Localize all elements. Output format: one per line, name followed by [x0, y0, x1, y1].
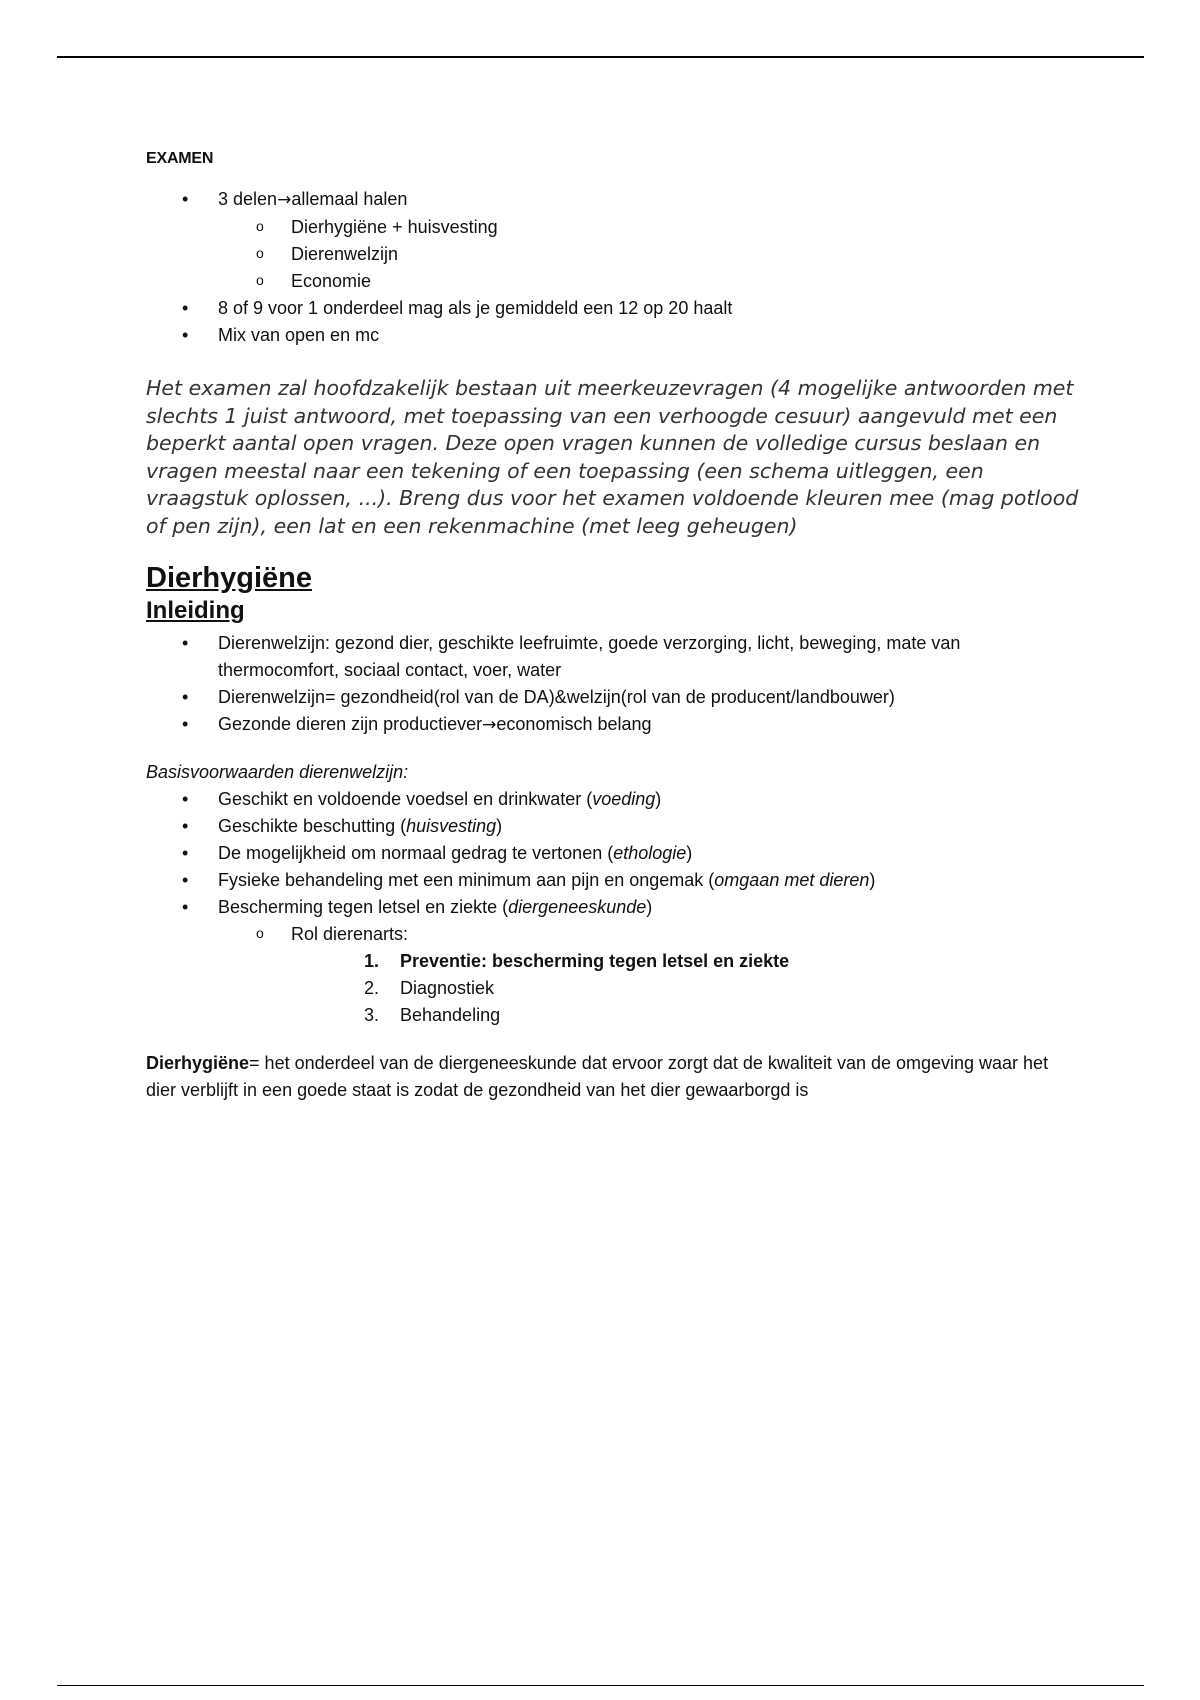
- section-subtitle: Inleiding: [146, 597, 245, 624]
- list-item: • Geschikte beschutting (huisvesting): [146, 813, 1066, 840]
- exam-heading: EXAMEN: [146, 150, 214, 167]
- header-rule: [57, 56, 1144, 58]
- list-item: • Dierenwelzijn: gezond dier, geschikte leefruimte, goede verzorging, licht, beweging, mate van thermocomfort, sociaal contact, voer, water: [146, 630, 1066, 684]
- list-item: • Geschikt en voldoende voedsel en drinkwater (voeding): [146, 786, 1066, 813]
- document-body: [146, 145, 1079, 1122]
- sub-list-item: o Dierhygiëne + huisvesting: [146, 214, 1066, 241]
- list-item: • Gezonde dieren zijn productiever→economisch belang: [146, 711, 1066, 739]
- exam-list: [146, 186, 1066, 349]
- list-item: • Bescherming tegen letsel en ziekte (diergeneeskunde): [146, 894, 1066, 921]
- definition-term: Dierhygiëne: [146, 1053, 250, 1073]
- list-item: • Dierenwelzijn= gezondheid(rol van de DA)&welzijn(rol van de producent/landbouwer): [146, 684, 1066, 711]
- arrow-icon: →: [277, 190, 292, 210]
- list-item: • De mogelijkheid om normaal gedrag te vertonen (ethologie): [146, 840, 1066, 867]
- vet-steps: [146, 948, 1066, 1029]
- numbered-item: 2. Diagnostiek: [364, 978, 495, 998]
- intro-list: [146, 630, 1066, 739]
- definition: [146, 1050, 1066, 1104]
- list-item: • 3 delen→allemaal halen: [146, 186, 1066, 214]
- list-item: • Fysieke behandeling met een minimum aan pijn en ongemak (omgaan met dieren): [146, 867, 1066, 894]
- arrow-icon: →: [482, 715, 497, 735]
- exam-note: Het examen zal hoofdzakelijk bestaan uit meerkeuzevragen (4 mogelijke antwoorden met slechts 1 juist antwoord, met toepassing van een verhoogde cesuur) aangevuld met een beperkt aantal open vragen. Deze open vragen kunnen de volledige cursus beslaan en vragen meestal naar een tekening of een toepassing (een schema uitleggen, een vraagstuk oplossen, ...). Breng dus voor het examen voldoende kleuren mee (mag potlood of pen zijn), een lat en een rekenmachine (met leeg geheugen): [146, 376, 1079, 538]
- numbered-item: 1. Preventie: bescherming tegen letsel en ziekte: [364, 951, 790, 971]
- footer-rule: [57, 1685, 1144, 1686]
- section-title: Dierhygiëne: [146, 562, 312, 594]
- list-item: • 8 of 9 voor 1 onderdeel mag als je gemiddeld een 12 op 20 haalt: [146, 295, 1066, 322]
- definition-text: = het onderdeel van de diergeneeskunde dat ervoor zorgt dat de kwaliteit van de omgeving waar het dier verblijft in een goede staat is zodat de gezondheid van het dier gewaarborgd is: [146, 1053, 1049, 1100]
- basis-heading: Basisvoorwaarden dierenwelzijn:: [146, 762, 409, 782]
- sub-list-item: o Rol dierenarts:: [146, 921, 1066, 948]
- list-item: • Mix van open en mc: [146, 322, 1066, 349]
- sub-list-item: o Dierenwelzijn: [146, 241, 1066, 268]
- sub-list-item: o Economie: [146, 268, 1066, 295]
- basis-list: [146, 786, 1066, 948]
- numbered-item: 3. Behandeling: [364, 1005, 501, 1025]
